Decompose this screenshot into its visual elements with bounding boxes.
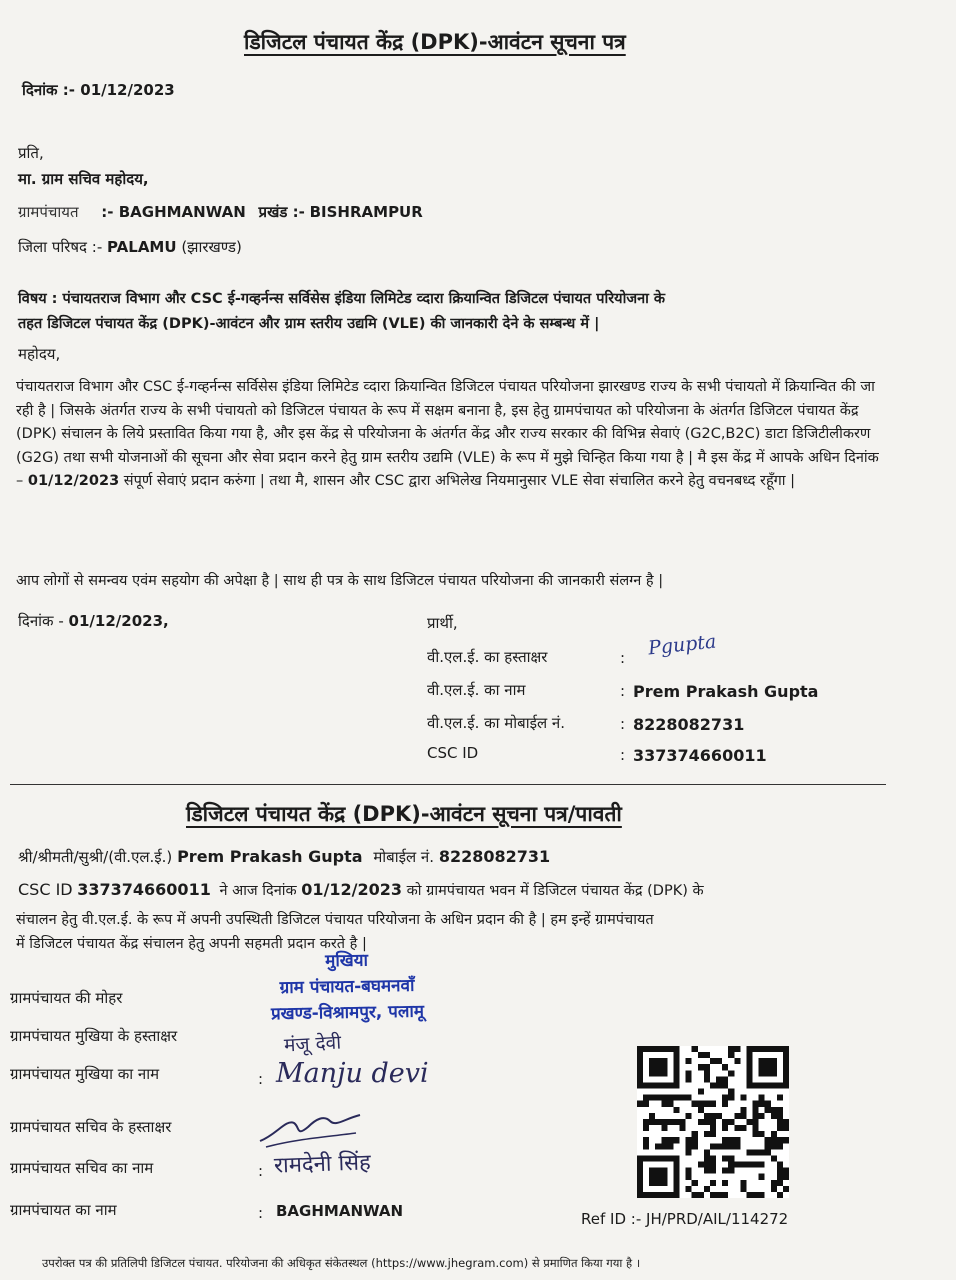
- receipt-text-line-3: में डिजिटल पंचायत केंद्र संचालन हेतु अपनी सहमती प्रदान करते है |: [16, 936, 367, 952]
- csc-id-label: CSC ID: [427, 744, 479, 762]
- district-state: (झारखण्ड): [181, 238, 242, 256]
- body-paragraph: [16, 376, 882, 494]
- receipt-mobile-label: मोबाईल नं.: [373, 848, 435, 866]
- subject-line-1: विषय : पंचायतराज विभाग और CSC ई-गव्हर्नन्स सर्विसेस इंडिया लिमिटेड व्दारा क्रियान्वित डिजिटल पंचायत परियोजना के: [18, 291, 666, 307]
- sachiv-signature: [256, 1105, 366, 1151]
- stamp-line-3: प्रखण्ड-विश्रामपुर, पलामू: [270, 1001, 425, 1025]
- closing-date-value: 01/12/2023,: [68, 612, 169, 630]
- vle-mobile-colon: :: [620, 715, 626, 733]
- mukhiya-name-label: ग्रामपंचायत मुखिया का नाम: [10, 1065, 160, 1083]
- colon-mark: :: [258, 1162, 264, 1180]
- vle-sign-label: वी.एल.ई. का हस्ताक्षर: [427, 648, 548, 666]
- mukhiya-signature: मंजू देवी: [283, 1031, 342, 1057]
- vle-name-colon: :: [620, 682, 626, 700]
- receipt-mobile-value: 8228082731: [438, 847, 551, 866]
- subject-line-2: तहत डिजिटल पंचायत केंद्र (DPK)-आवंटन और ग्राम स्तरीय उद्यमि (VLE) की जानकारी देने के सम्बन्ध में |: [18, 316, 600, 332]
- page-title: डिजिटल पंचायत केंद्र (DPK)-आवंटन सूचना पत्र: [244, 30, 626, 54]
- vle-signature: Pgupta: [647, 630, 718, 660]
- receipt-prefix: श्री/श्रीमती/सुश्री/(वी.एल.ई.): [18, 848, 173, 866]
- qr-code: [637, 1046, 789, 1198]
- gp-value: :- BAGHMANWAN: [101, 203, 246, 221]
- csc-id-colon: :: [620, 746, 626, 764]
- mukhiya-sign-label: ग्रामपंचायत मुखिया के हस्ताक्षर: [10, 1027, 178, 1045]
- body-date: 01/12/2023: [27, 473, 120, 490]
- receipt-text-b: को ग्रामपंचायत भवन में डिजिटल पंचायत केंद्र (DPK) के: [406, 883, 704, 899]
- csc-id-value: 337374660011: [633, 746, 767, 765]
- block-value: BISHRAMPUR: [309, 203, 423, 221]
- prati-text: प्रति,: [18, 144, 44, 162]
- footer-note: उपरोक्त पत्र की प्रतिलिपी डिजिटल पंचायत. परियोजना की अधिकृत संकेतस्थल (https://www.jhegram.com) से प्रमाणित किया गया है ।: [42, 1256, 641, 1270]
- body-paragraph-2: आप लोगों से समन्वय एवंम सहयोग की अपेक्षा है | साथ ही पत्र के साथ डिजिटल पंचायत परियोजना की जानकारी संलग्न है |: [16, 573, 664, 589]
- colon-mark: :: [258, 1070, 264, 1088]
- date-value: 01/12/2023: [80, 81, 175, 99]
- gp-seal-label: ग्रामपंचायत की मोहर: [10, 989, 123, 1007]
- body-text-a: पंचायतराज विभाग और CSC ई-गव्हर्नन्स सर्विसेस इंडिया लिमिटेड व्दारा क्रियान्वित डिजिटल पंचायत परियोजना झारखण्ड राज्य के सभी पंचायतो में क्रियान्वित की जा रही है | जिसके अंतर्गत राज्य के सभी पंचायतो को डिजिटल पंचायत के रूप में सक्षम बनाना है, इस हेतु ग्रामपंचायत को परियोजना के अंतर्गत डिजिटल पंचायत केंद्र (DPK) संचालन के लिये प्रस्तावित किया गया है, और इस केंद्र से परियोजना के अंतर्गत केंद्र और राज्य सरकार की विभिन्न सेवाएं (G2C,B2C) डाटा डिजिटीलीकरण (G2G) तथा सभी योजनाओं की सूचना और सेवा प्रदान करने हेतु ग्राम स्तरीय उद्यमि (VLE) के रूप में मुझे चिन्हित किया गया है | मै इस केंद्र में आपके अधिन दिनांक –: [16, 379, 879, 490]
- receipt-cscid-label: CSC ID: [18, 880, 73, 899]
- sachiv-name-handwritten: रामदेनी सिंह: [273, 1150, 372, 1179]
- mukhiya-stamp: [241, 946, 452, 1025]
- ref-id-value: JH/PRD/AIL/114272: [646, 1210, 789, 1228]
- receipt-text-a: ने आज दिनांक: [219, 883, 297, 899]
- receipt-text-line-2: संचालन हेतु वी.एल.ई. के रूप में अपनी उपस्थिती डिजिटल पंचायत परियोजना के अधिन प्रदान की है | हम इन्हें ग्रामपंचायत: [16, 912, 654, 928]
- gp-block-line: [18, 202, 423, 222]
- ref-id-label: Ref ID :-: [581, 1210, 642, 1228]
- date-label: दिनांक :-: [22, 81, 76, 99]
- gp-label: ग्रामपंचायत: [18, 203, 79, 221]
- stamp-line-1: मुखिया: [325, 950, 369, 972]
- addressee: मा. ग्राम सचिव महोदय,: [18, 170, 149, 188]
- date-line: [22, 80, 175, 100]
- salutation: महोदय,: [18, 345, 61, 363]
- gp-name-value: BAGHMANWAN: [276, 1202, 404, 1220]
- receipt-vle-line: [18, 847, 550, 867]
- vle-name-value: Prem Prakash Gupta: [633, 682, 819, 701]
- receipt-vle-name: Prem Prakash Gupta: [177, 847, 363, 866]
- sachiv-sign-label: ग्रामपंचायत सचिव के हस्ताक्षर: [10, 1118, 172, 1136]
- mukhiya-name-handwritten: Manju devi: [276, 1058, 429, 1089]
- block-label: प्रखंड :-: [258, 203, 305, 221]
- receipt-title: डिजिटल पंचायत केंद्र (DPK)-आवंटन सूचना पत्र/पावती: [186, 802, 622, 826]
- closing-date-line: [18, 611, 169, 631]
- district-value: PALAMU: [107, 238, 177, 256]
- closing-date-label: दिनांक -: [18, 612, 64, 630]
- vle-mobile-value: 8228082731: [633, 715, 745, 734]
- district-line: [18, 237, 242, 257]
- vle-name-label: वी.एल.ई. का नाम: [427, 681, 526, 699]
- district-label: जिला परिषद :-: [18, 238, 103, 256]
- receipt-cscid-value: 337374660011: [77, 880, 211, 899]
- receipt-text-line-1: [18, 880, 704, 900]
- ref-id: [581, 1210, 788, 1228]
- divider-line: [10, 784, 886, 785]
- vle-mobile-label: वी.एल.ई. का मोबाईल नं.: [427, 714, 566, 732]
- colon-mark: :: [258, 1204, 264, 1222]
- prarthi-label: प्रार्थी,: [427, 614, 458, 632]
- receipt-date: 01/12/2023: [301, 880, 403, 899]
- body-text-b: संपूर्ण सेवाएं प्रदान करुंगा | तथा मै, शासन और CSC द्वारा अभिलेख नियमानुसार VLE सेवा संचालित करने हेतु वचनबध्द रहूँगा |: [123, 473, 796, 490]
- sachiv-name-label: ग्रामपंचायत सचिव का नाम: [10, 1159, 154, 1177]
- gp-name-label: ग्रामपंचायत का नाम: [10, 1201, 117, 1219]
- stamp-line-2: ग्राम पंचायत-बघमनवाँ: [279, 975, 415, 999]
- vle-sign-colon: :: [620, 649, 626, 667]
